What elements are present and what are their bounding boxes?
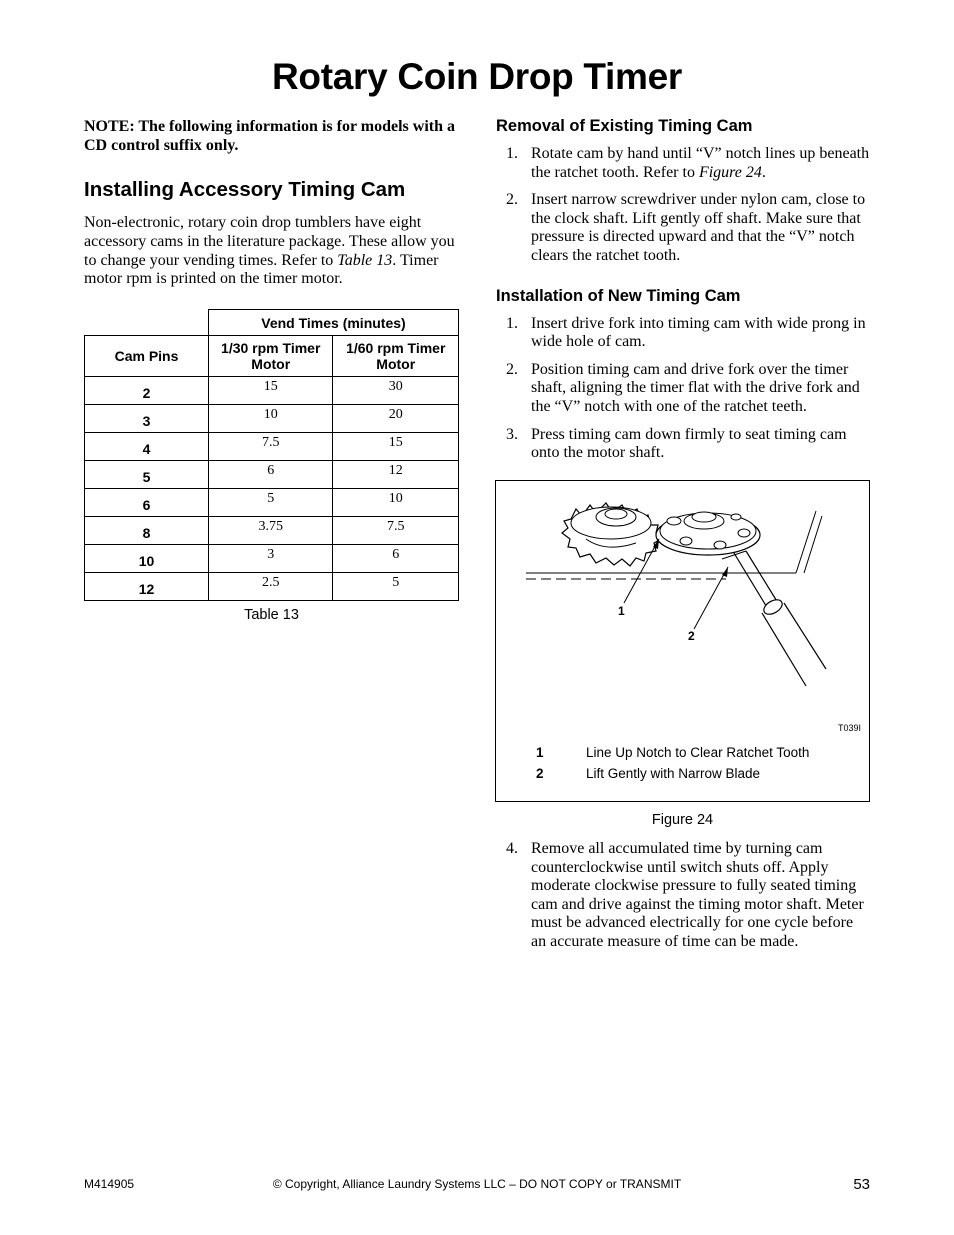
copyright-notice: © Copyright, Alliance Laundry Systems LLC – DO NOT COPY or TRANSMIT bbox=[272, 1177, 682, 1191]
table-row: 6 5 10 bbox=[85, 489, 459, 517]
callout-2-label: 2 bbox=[688, 629, 695, 643]
table-row: 2 15 30 bbox=[85, 377, 459, 405]
section-heading-installation: Installation of New Timing Cam bbox=[496, 286, 741, 305]
list-item: 4. Remove all accumulated time by turning cam counterclockwise until switch shuts off. Apply moderate clockwise pressure to fully seated timing cam and drive against the timing motor shaft. Meter must be advanced electrically for one cycle before an accurate measure of time can be made. bbox=[506, 840, 864, 950]
table-row: 4 7.5 15 bbox=[85, 433, 459, 461]
list-item: 2. Insert narrow screwdriver under nylon cam, close to the clock shaft. Lift gently off shaft. Make sure that pressure is directed upward and that the “V” notch clears the ratchet tooth. bbox=[506, 191, 866, 264]
step-4-container bbox=[496, 840, 871, 961]
table-row: 8 3.75 7.5 bbox=[85, 517, 459, 545]
table-reference: Table 13 bbox=[337, 251, 393, 269]
table-group-header: Vend Times (minutes) bbox=[208, 310, 458, 336]
document-id: M414905 bbox=[84, 1177, 135, 1191]
list-item: 3. Press timing cam down firmly to seat timing cam onto the motor shaft. bbox=[506, 425, 847, 462]
table-row: 3 10 20 bbox=[85, 405, 459, 433]
timing-cam-illustration bbox=[496, 481, 869, 711]
list-item: 2. Position timing cam and drive fork over the timer shaft, aligning the timer flat with the drive fork and the “V” notch with one of the ratchet teeth. bbox=[506, 360, 860, 415]
ratchet-gear bbox=[562, 503, 661, 566]
column-header-60rpm: 1/60 rpm Timer Motor bbox=[333, 336, 459, 377]
screwdriver bbox=[722, 551, 826, 686]
model-note: NOTE: The following information is for models with a CD control suffix only. bbox=[84, 118, 455, 154]
callout-1-label: 1 bbox=[618, 604, 625, 618]
installation-steps bbox=[496, 315, 871, 463]
list-item: 1. Rotate cam by hand until “V” notch lines up beneath the ratchet tooth. Refer to Figure 24. bbox=[506, 145, 870, 181]
table-row: 5 6 12 bbox=[85, 461, 459, 489]
table-row: 10 3 6 bbox=[85, 545, 459, 573]
figure-reference: Figure 24 bbox=[698, 163, 762, 181]
figure-code: T039I bbox=[837, 723, 861, 733]
figure-caption: Figure 24 bbox=[651, 812, 714, 828]
column-header-cam-pins: Cam Pins bbox=[85, 336, 209, 377]
intro-paragraph: Non-electronic, rotary coin drop tumblers have eight accessory cams in the literature package. These allow you to change your vending times. Refer to Table 13. Timer motor rpm is printed on the timer motor. bbox=[84, 214, 455, 288]
right-column bbox=[496, 117, 871, 472]
left-column bbox=[84, 117, 459, 623]
list-item: 1. Insert drive fork into timing cam with wide prong in wide hole of cam. bbox=[506, 314, 866, 351]
table-row: 12 2.5 5 bbox=[85, 573, 459, 601]
section-heading-installing: Installing Accessory Timing Cam bbox=[84, 178, 406, 201]
column-header-30rpm: 1/30 rpm Timer Motor bbox=[208, 336, 333, 377]
figure-24-box: 1 2 T039I 1 Line Up Notch to Clear Ratchet Tooth 2 Lift Gently with Narrow Blade bbox=[495, 480, 870, 802]
removal-steps bbox=[496, 145, 871, 266]
table-caption: Table 13 bbox=[244, 607, 299, 624]
section-heading-removal: Removal of Existing Timing Cam bbox=[496, 117, 753, 135]
installation-steps-continued bbox=[496, 840, 871, 952]
vend-times-table bbox=[84, 309, 459, 601]
timing-cam bbox=[656, 512, 760, 555]
page-number: 53 bbox=[853, 1176, 870, 1193]
page-title: Rotary Coin Drop Timer bbox=[271, 56, 683, 97]
